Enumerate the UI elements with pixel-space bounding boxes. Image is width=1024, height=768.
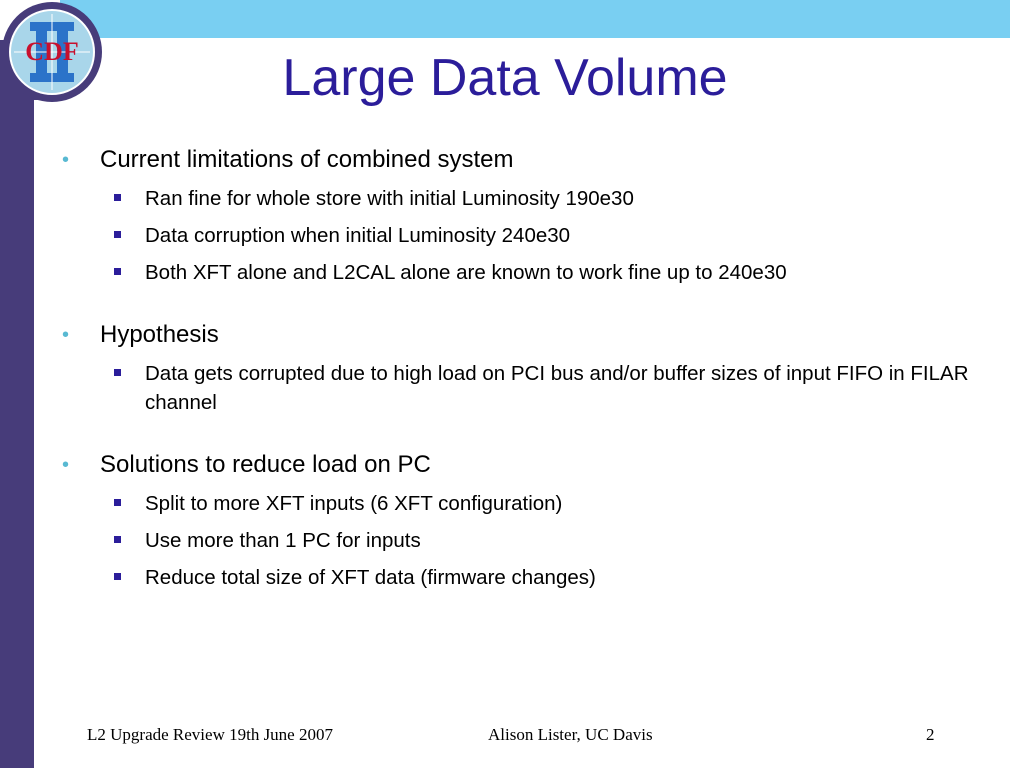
sub-bullet-text: Both XFT alone and L2CAL alone are known to work fine up to 240e30	[145, 261, 787, 284]
sub-bullet	[62, 221, 982, 250]
sub-bullet-text: Ran fine for whole store with initial Luminosity 190e30	[145, 187, 634, 210]
sub-bullet-text: Data gets corrupted due to high load on PCI bus and/or buffer sizes of input FIFO in FILAR channel	[145, 362, 969, 414]
bullet-heading	[62, 319, 982, 351]
section-hypothesis	[62, 319, 982, 417]
logo-text: CDF	[25, 37, 79, 66]
square-bullet-icon	[114, 231, 121, 238]
slide-title: Large Data Volume	[282, 49, 728, 107]
left-decor-bar	[0, 60, 34, 768]
section-solutions	[62, 449, 982, 592]
slide-content	[62, 144, 982, 592]
square-bullet-icon	[114, 194, 121, 201]
top-decor-bar	[60, 0, 1010, 38]
bullet-heading-text: Hypothesis	[100, 321, 219, 348]
footer-author: Alison Lister, UC Davis	[488, 725, 653, 744]
bullet-dot-icon: •	[62, 324, 70, 346]
sub-bullet	[62, 526, 982, 555]
bullet-dot-icon: •	[62, 454, 70, 476]
sub-bullet-text: Split to more XFT inputs (6 XFT configuration)	[145, 492, 563, 515]
sub-bullet	[62, 258, 982, 287]
bullet-heading	[62, 449, 982, 481]
sub-bullet	[62, 359, 982, 417]
sub-bullet-text: Use more than 1 PC for inputs	[145, 529, 421, 552]
bullet-heading-text: Current limitations of combined system	[100, 146, 514, 173]
left-decor-inner	[34, 100, 74, 140]
sub-bullet	[62, 563, 982, 592]
sub-bullet	[62, 184, 982, 213]
sub-bullet-text: Data corruption when initial Luminosity 240e30	[145, 224, 571, 247]
square-bullet-icon	[114, 536, 121, 543]
sub-bullet-text: Reduce total size of XFT data (firmware changes)	[145, 566, 596, 589]
sub-bullet	[62, 489, 982, 518]
square-bullet-icon	[114, 268, 121, 275]
bullet-heading-text: Solutions to reduce load on PC	[100, 451, 431, 478]
footer-page-number: 2	[926, 725, 935, 744]
section-limitations	[62, 144, 982, 287]
bullet-dot-icon: •	[62, 149, 70, 171]
footer-event: L2 Upgrade Review 19th June 2007	[87, 725, 333, 744]
square-bullet-icon	[114, 499, 121, 506]
square-bullet-icon	[114, 573, 121, 580]
square-bullet-icon	[114, 369, 121, 376]
bullet-heading	[62, 144, 982, 176]
